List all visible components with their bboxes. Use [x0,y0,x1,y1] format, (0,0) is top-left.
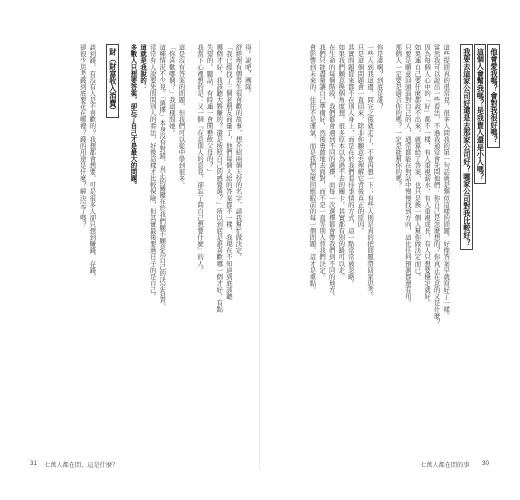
page-gutter [259,40,260,470]
text-column: 失望的。聽話，有時連一會開藝飲父母的？」 [205,44,214,175]
section-heading: 這個人會幫我嗎？是我貴人還是小人嗎？ [474,44,487,184]
text-column: 只要是願意回頭面對自己的人，通常都能在對話中慢慢找到方向，這比任何預測都還有用。 [403,44,412,306]
text-column: 這就是我說的： [139,44,148,90]
text-column: 哪個才好，我該聽大夥賺的？還是按照自己的感覺選？」所以到底是誰喜歡哪一個才好，有點 [215,44,224,313]
paragraph-gap [97,44,105,454]
text-column: 如果我們願意換個角度想，很多原本以為過不去的關卡，其實都有別的路可以走。 [337,44,346,280]
paragraph-gap [451,44,459,454]
text-column: 你是誰啊？到底是誰？ [375,44,384,110]
text-column: 如果連自己要什麼都說不出來，就算給了答案，也只是換一個人幫你做決定而已。 [413,44,422,280]
text-column: 卻很少思考錢到底要花在哪裡？錢的用途是什麼？解決完了嗎？ [78,44,87,228]
left-page-text [22,44,252,454]
text-column: 「你喜歡哪個？」我這樣問她。 [167,44,176,136]
right-page [272,44,500,464]
text-column: 其實問題從來都不在別人身上，而是在於我們看待事情的方式，這一點常常被忽略。 [346,44,355,287]
text-column: 談到錢，有沒有人是不喜歡的？我想都會想要，可是很多人卻只想到賺錢、存錢， [88,44,97,280]
text-column: 得。說吧，團隊。 [244,44,252,97]
text-column: 這種情況不少見。「選擇」本身沒有對錯，真正的關鍵在於我們願不願意為自己的決定負責。 [158,44,167,310]
text-column: 會影響到未來的，往往不是運氣，而是我們怎麼回應眼前的每一個問題，這才是重點。 [308,44,317,293]
text-column: 「我已經找了三個老朋友商量了，他們每個人給的答案都不一樣，我現在不知道到底該聽 [224,44,233,300]
text-column: 我們只能盡量讓自己準備好，然後勇敢地去面對，而不是一直等別人替我們決定。 [318,44,327,280]
left-running-title: 七萬人都在問，這是什麼？ [44,462,119,469]
text-column: 在生命的每個階段，我們都會遇到不同的選擇，而每一次選擇都會帶我們到不同的地方。 [327,44,336,300]
left-page [22,44,252,464]
right-page-text [272,44,500,454]
text-column: 因為每個人心中的「好」都不一樣，有人重視薪水，有人重視成長，有人只想要穩定就好。 [423,44,432,306]
text-column: 這是沒有答案的問題，但我們可以從中學到很多。 [177,44,186,189]
left-page-number: 31 [30,460,37,467]
section-heading: 我要去這家公司好還是去那家公司好？哪家公司對我比較好？ [460,44,473,250]
paragraph-gap [186,44,194,454]
text-column: 常常有人說要先問問別人的看法，好像這樣才比較保險，但其實最後要過日子的是自己。 [148,44,157,300]
text-column: 只是這個問題會一直回來，除非你願意去理解它背後真正的原因。 [356,44,365,234]
section-heading: 財（財富收入消費） [106,44,119,118]
text-column: 這些提問真的很常見，很多人問我的第一句話就是類似這樣的問題，好像答案早就寫好了一樣。 [442,44,451,320]
text-column: 當然我可以說出一些看法，不過我通常會先問他們：你自己是怎麼想的？你真正在意的又是什麼？ [432,44,441,326]
text-column: 多數人只想要答案，卻忘了自己才是最大的問題。 [129,44,138,189]
text-column: 一些人到我這邊，問完之後就走了，不會再想一下；有些人則是真的把問題帶回家思考。 [366,44,375,300]
paragraph-gap [385,44,393,454]
text-column: 那個人一定要是適合你的嗎？一定是能幫你的嗎？ [394,44,403,189]
text-column: 我當下心裡想的是：又一個『在意別人的意見，卻忘了問自己想要什麼』的人。 [196,44,205,274]
paragraph-gap [120,44,128,454]
section-heading: 他會愛我嗎？會對我很好嗎？ [487,44,500,148]
text-column: 舒經理有個男生很喜歡的故事，想介紹兩個天份的名字，請我幫忙做決定。 [234,44,243,261]
right-running-title: 七萬人都在問的事 [420,462,470,469]
right-page-number: 30 [482,460,489,467]
